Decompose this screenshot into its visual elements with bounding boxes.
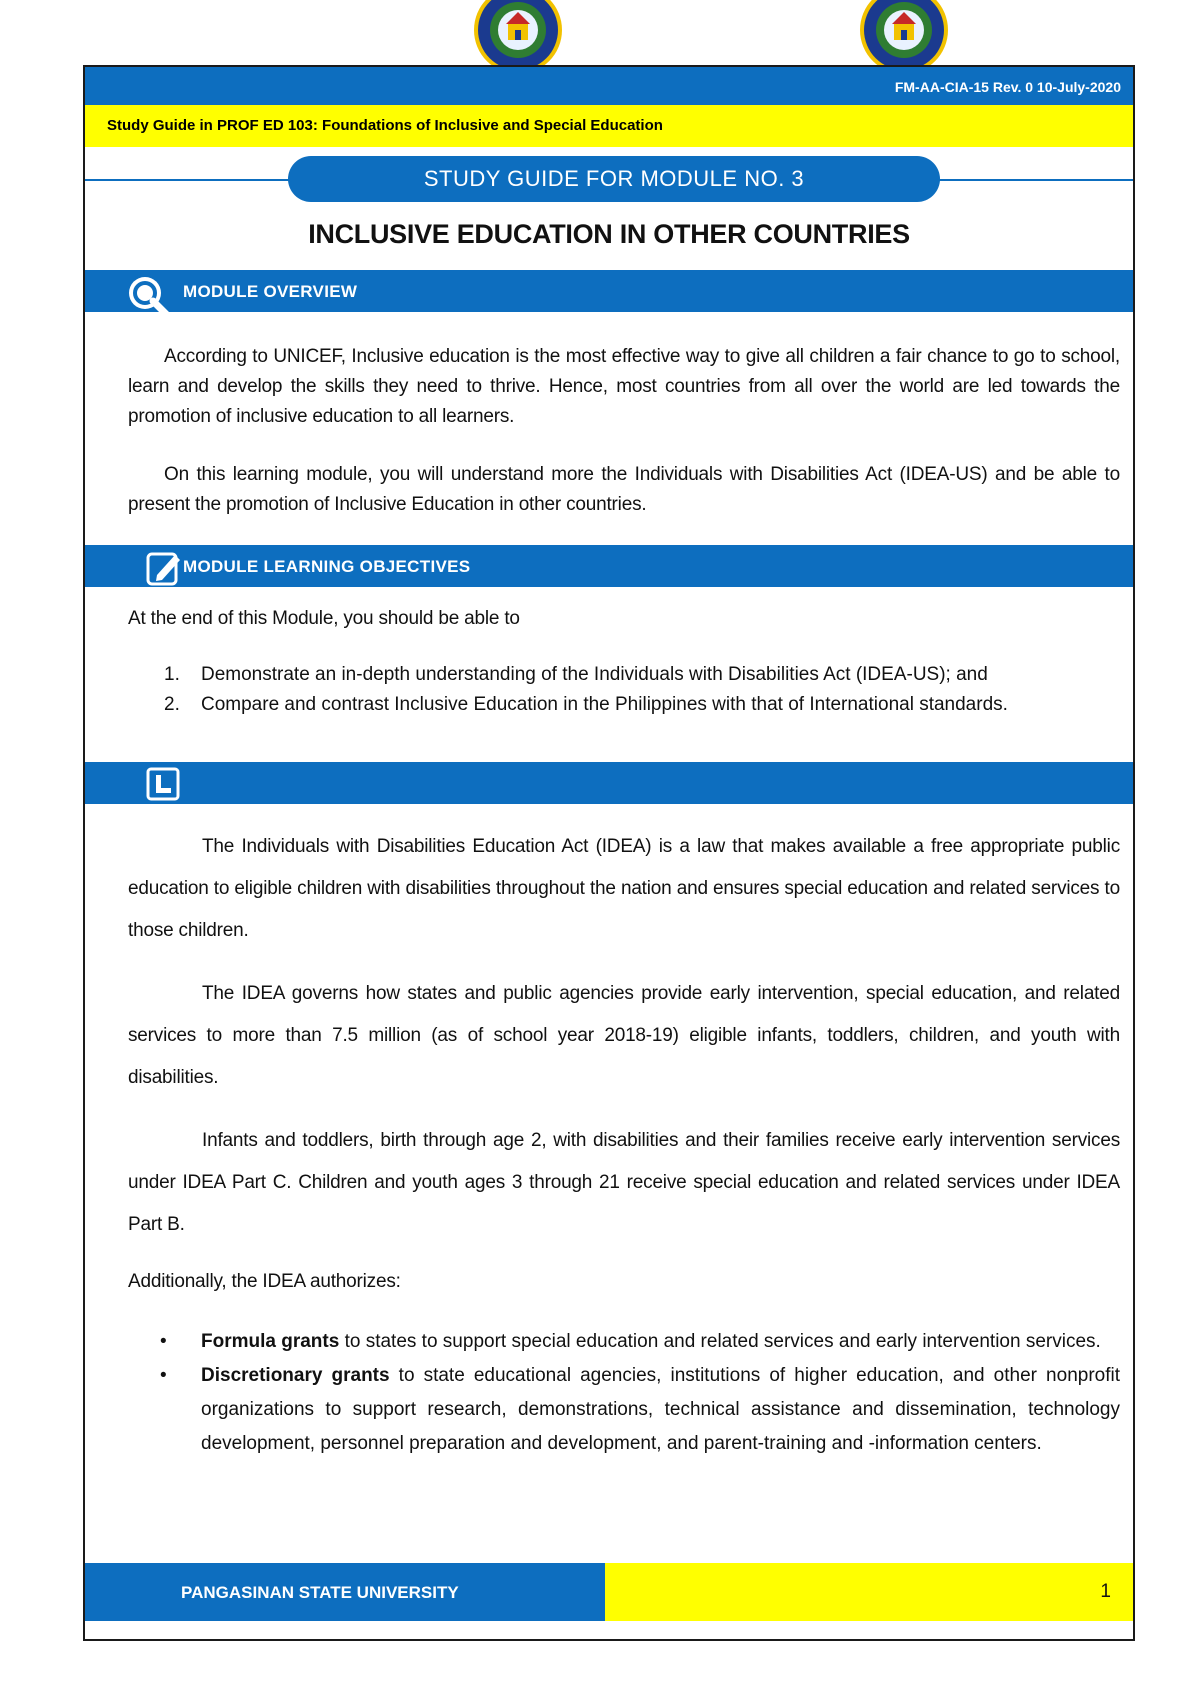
footer-university-band: [85, 1563, 605, 1621]
module-overview-bar: [85, 270, 1133, 312]
magnifier-icon: [125, 273, 171, 319]
learning-objectives-heading: MODULE LEARNING OBJECTIVES: [183, 557, 471, 576]
grants-list: [128, 1325, 1120, 1461]
authorizes-intro: Additionally, the IDEA authorizes:: [128, 1271, 401, 1292]
grant-description: to states to support special education and related services and early intervention services.: [339, 1331, 1101, 1352]
list-item-text: Demonstrate an in-depth understanding of the Individuals with Disabilities Act (IDEA-US); and: [201, 664, 988, 685]
document-icon: [145, 766, 181, 802]
idea-section-bar: [85, 762, 1133, 804]
form-code: FM-AA-CIA-15 Rev. 0 10-July-2020: [894, 79, 1121, 95]
pencil-note-icon: [145, 549, 183, 587]
objectives-list: [128, 660, 1118, 720]
page-number: 1: [1100, 1581, 1111, 1602]
module-overview-heading: MODULE OVERVIEW: [183, 282, 358, 301]
footer-university-name: PANGASINAN STATE UNIVERSITY: [181, 1583, 459, 1602]
list-item-number: 2.: [164, 694, 180, 715]
list-item: [128, 690, 1118, 720]
learning-objectives-bar: [85, 545, 1133, 587]
list-item-number: 1.: [164, 664, 180, 685]
module-label: STUDY GUIDE FOR MODULE NO. 3: [288, 156, 940, 202]
idea-paragraph-3: Infants and toddlers, birth through age 2, with disabilities and their families receive early intervention services under IDEA Part C. Children and youth ages 3 through 21 receive special education and related services under IDEA Part B.: [128, 1130, 1120, 1235]
university-seal-left-logo: [466, 0, 570, 72]
list-item-text: Compare and contrast Inclusive Education in the Philippines with that of International standards.: [201, 694, 1008, 715]
footer-page-band: [605, 1563, 1133, 1621]
grant-term: Discretionary grants: [201, 1365, 390, 1386]
course-title: Study Guide in PROF ED 103: Foundations of Inclusive and Special Education: [107, 117, 663, 134]
university-seal-right-logo: [852, 0, 956, 72]
bullet-icon: •: [160, 1365, 167, 1386]
bullet-icon: •: [160, 1331, 167, 1352]
list-item: [128, 660, 1118, 690]
grant-description: to state educational agencies, institutions of higher education, and other nonprofit organizations to support research, demonstrations, technical assistance and dissemination, technology development, personnel preparation and development, and parent-training and -information centers.: [201, 1365, 1121, 1454]
overview-paragraph-1: According to UNICEF, Inclusive education is the most effective way to give all children a fair chance to go to school, learn and develop the skills they need to thrive. Hence, most countries from all over the world are led towards the promotion of inclusive education to all learners.: [128, 346, 1120, 427]
course-band: [85, 105, 1133, 147]
list-item: [128, 1325, 1120, 1359]
objectives-intro: At the end of this Module, you should be able to: [128, 608, 520, 629]
overview-paragraph-2: On this learning module, you will understand more the Individuals with Disabilities Act (IDEA-US) and be able to present the promotion of Inclusive Education in other countries.: [128, 464, 1120, 515]
idea-paragraph-2: The IDEA governs how states and public agencies provide early intervention, special education, and related services to more than 7.5 million (as of school year 2018-19) eligible infants, toddlers, children, and youth with disabilities.: [128, 983, 1120, 1088]
grant-term: Formula grants: [201, 1331, 340, 1352]
list-item: [128, 1359, 1120, 1461]
page-title: INCLUSIVE EDUCATION IN OTHER COUNTRIES: [308, 219, 910, 249]
form-code-band: [85, 67, 1133, 105]
idea-paragraph-1: The Individuals with Disabilities Education Act (IDEA) is a law that makes available a free appropriate public education to eligible children with disabilities throughout the nation and ensures special education and related services to those children.: [128, 836, 1120, 941]
